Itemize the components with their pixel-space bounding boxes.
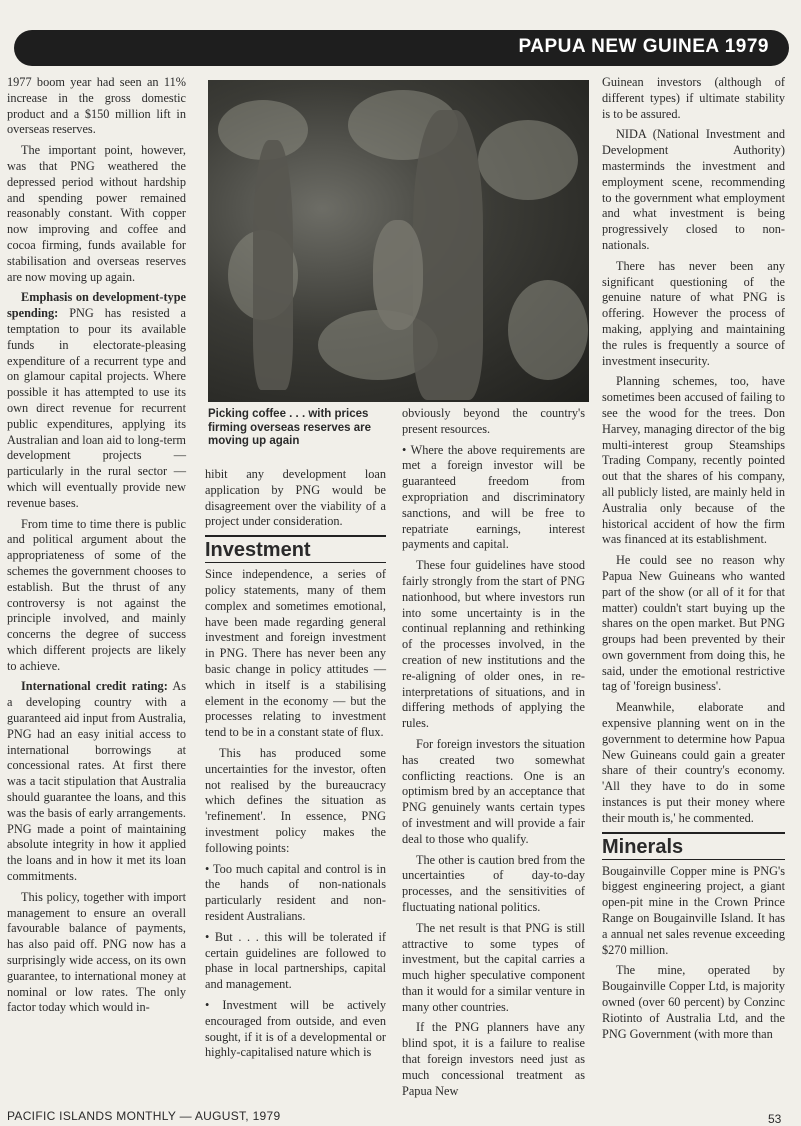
paragraph: This policy, together with import management to ensure an overall favourable balance of payments, has also paid off. PNG now has a surprisingly wide access, on its own guarantee, to international money at nominal or low rates. The only factor today which would in-: [7, 889, 186, 1015]
paragraph: For foreign investors the situation has created two somewhat conflicting reactions. One is an optimism bred by an acceptance that PNG genuinely wants certain types of investment and will provide a fair deal to those who qualify.: [402, 736, 585, 846]
column-1: [7, 75, 186, 1021]
paragraph-text: PNG has resisted a temptation to pour its available funds in electorate-pleasing expenditure of a recurrent type and on glamour capital projects. Where possible it has attempted to use its own direct revenue for recurrent public expenditures, applying its Australian and loan aid to long-term development projects — particularly in the rural sector — which will eventually provide new revenue bases.: [7, 306, 186, 510]
paragraph: From time to time there is public and political argument about the appropriateness of some of the schemes the government chooses to establish. But the thrust of any controversy is not against the principle involved, and mainly concerns the degree of success which different projects are likely to achieve.: [7, 516, 186, 673]
section-heading-investment: Investment: [205, 535, 386, 563]
paragraph: [7, 290, 186, 511]
page-number: 53: [768, 1112, 782, 1126]
paragraph: He could see no reason why Papua New Guineans who wanted part of the show (or all of it for that matter) couldn't start buying up the shares on the open market. But PNG groups had been prevented by their own government from doing this, he said, under the emotional restrictive tag of 'foreign business'.: [602, 553, 785, 694]
paragraph: The net result is that PNG is still attractive to some types of investment, but the capital carries a much higher speculative component than it would for a similar venture in many other countries.: [402, 920, 585, 1014]
paragraph: Planning schemes, too, have sometimes been accused of failing to see the wood for the trees. Don Harvey, managing director of the big multi-interest group Steamships Trading Company, recently pointed out that the shares of his company, all publicly listed, are mainly held in Australia only because of the historical accident of how the firm was financed at its establishment.: [602, 374, 785, 547]
paragraph: [7, 679, 186, 884]
column-3: [402, 406, 585, 1104]
bullet-item: • Where the above requirements are met a foreign investor will be guaranteed freedom from expropriation and discriminatory sanctions, and will be free to repatriate earnings, interest payments and capital.: [402, 442, 585, 552]
paragraph: This has produced some uncertainties for the investor, often not realised by the bureaucracy which defines the situation as 'refinement'. In essence, PNG investment policy makes the following points:: [205, 745, 386, 855]
paragraph: NIDA (National Investment and Development Authority) masterminds the investment and employment scene, recommending to the government what employment and what investment is being progressively closed to non-nationals.: [602, 127, 785, 252]
photo-caption: Picking coffee . . . with prices firming overseas reserves are moving up again: [208, 408, 372, 447]
subheading: International credit rating:: [21, 679, 168, 694]
paragraph: The important point, however, was that PNG weathered the depressed period without hardship and spending power remained reasonably constant. With copper now improving and coffee and cocoa firming, funds available for stabilisation and overseas reserves are now moving up again.: [7, 143, 186, 284]
paragraph: Bougainville Copper mine is PNG's biggest engineering project, a giant open-pit mine in the Crown Prince Range on Bougainville Island. It has a annual net sales revenue exceeding $270 million.: [602, 863, 785, 957]
subheading: Emphasis on development-type spending:: [7, 290, 186, 321]
paragraph: Since independence, a series of policy statements, many of them complex and sometimes emotional, have been made regarding general investment and foreign investment in PNG. There has never been any basic change in policy attitudes — which in itself is a stabilising element in the economy — but the processes relating to investment tend to be in a constant state of flux.: [205, 567, 386, 740]
section-heading-minerals: Minerals: [602, 832, 785, 860]
paragraph: 1977 boom year had seen an 11% increase in the gross domestic product and a $150 million lift in overseas reserves.: [7, 75, 186, 137]
page-header-title: PAPUA NEW GUINEA 1979: [518, 36, 769, 57]
paragraph-text: As a developing country with a guaranteed aid input from Australia, PNG had an easy initial access to international borrowings at concessional rates. At first there was a tacit stipulation that Australia should guarantee the loans, and this was the basis of early arrangements. PNG made a point of maintaining absolute integrity in how it applied the loans and in how it met its loan commitments.: [7, 679, 187, 884]
paragraph: These four guidelines have stood fairly strongly from the start of PNG nationhood, but where investors run into some uncertainty is in the continual replanning and rethinking of the processes involved, in the creation of new institutions and the re-aligning of older ones, in re-interpretations of situations, and in differing methods of applying the rules.: [402, 558, 585, 731]
header-banner: [14, 30, 789, 66]
paragraph: The other is caution bred from the uncertainties of day-to-day processes, and the sensitivities of fluctuating national politics.: [402, 852, 585, 914]
paragraph: Guinean investors (although of different types) if ultimate stability is to be assured.: [602, 75, 785, 121]
bullet-item: • But . . . this will be tolerated if certain guidelines are followed to phase in local partnerships, capital and management.: [205, 929, 386, 992]
column-2: [205, 467, 386, 1066]
paragraph: hibit any development loan application by PNG would be disagreement over the viability of a project under consideration.: [205, 467, 386, 529]
bullet-item: • Investment will be actively encouraged from outside, and even sought, if it is of a developmental or highly-capitalised nature which is: [205, 997, 386, 1060]
paragraph: If the PNG planners have any blind spot, it is a failure to realise that foreign investors need just as much concessional treatment as Papua New: [402, 1020, 585, 1098]
paragraph: Meanwhile, elaborate and expensive planning went on in the government to determine how Papua New Guineans could gain a greater share of their country's economy. 'All they have to do in some instances is put their money where their mouth is,' he commented.: [602, 700, 785, 825]
column-4: [602, 75, 785, 1047]
footer-publication: PACIFIC ISLANDS MONTHLY — AUGUST, 1979: [7, 1109, 281, 1123]
paragraph: obviously beyond the country's present resources.: [402, 406, 585, 436]
bullet-item: • Too much capital and control is in the hands of non-nationals particularly resident and non-resident Australians.: [205, 861, 386, 923]
paragraph: The mine, operated by Bougainville Copper Ltd, is majority owned (over 60 percent) by Conzinc Riotinto of Australia Ltd, and the PNG Government (with more than: [602, 963, 785, 1041]
coffee-picking-photo: [208, 80, 589, 402]
paragraph: There has never been any significant questioning of the genuine nature of what PNG is offering. However the process of making, applying and maintaining the rules is frequently a source of investment insecurity.: [602, 258, 785, 368]
